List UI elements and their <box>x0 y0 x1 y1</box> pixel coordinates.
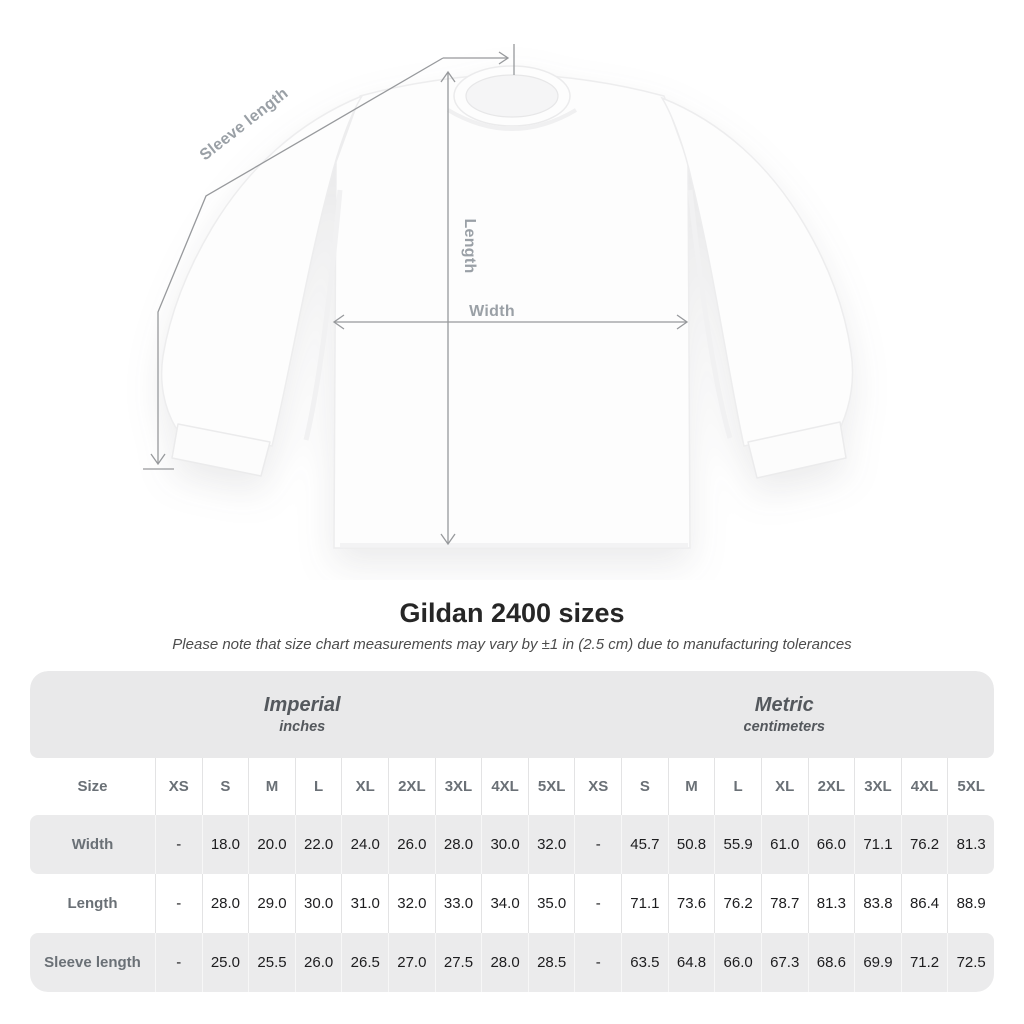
measurement-row <box>30 874 994 933</box>
size-column-header: 2XL <box>388 758 435 815</box>
metric-label: Metric <box>754 693 814 716</box>
measurement-value-cell: 61.0 <box>761 815 808 874</box>
row-label: Length <box>67 895 118 912</box>
measurement-value-cell: - <box>574 933 621 992</box>
measurement-value-cell: 71.2 <box>901 933 948 992</box>
imperial-group-header <box>30 671 574 758</box>
measurement-value-cell: 30.0 <box>295 874 342 933</box>
measurement-value-cell: 35.0 <box>528 874 575 933</box>
measurement-value-cell: 34.0 <box>481 874 528 933</box>
measurement-value-cell: 22.0 <box>295 815 342 874</box>
measurement-row <box>30 933 994 992</box>
measurement-value-cell: 78.7 <box>761 874 808 933</box>
measurement-value-cell: 63.5 <box>621 933 668 992</box>
measurement-value-cell: 26.5 <box>341 933 388 992</box>
measurement-value-cell: 25.0 <box>202 933 249 992</box>
measurement-value-cell: 50.8 <box>668 815 715 874</box>
measurement-value-cell: 28.0 <box>481 933 528 992</box>
measurement-value-cell: 32.0 <box>528 815 575 874</box>
measurement-value-cell: 29.0 <box>248 874 295 933</box>
measurement-value-cell: 27.0 <box>388 933 435 992</box>
size-table <box>30 671 994 992</box>
size-column-header: 5XL <box>528 758 575 815</box>
measurement-value-cell: 26.0 <box>388 815 435 874</box>
measurement-value-cell: 72.5 <box>947 933 994 992</box>
size-column-header: XL <box>341 758 388 815</box>
imperial-label: Imperial <box>263 693 341 716</box>
tolerance-note: Please note that size chart measurements may vary by ±1 in (2.5 cm) due to manufacturing tolerances <box>172 636 852 653</box>
size-table-grid <box>30 671 994 992</box>
measurement-value-cell: 28.0 <box>435 815 482 874</box>
size-column-header: 5XL <box>947 758 994 815</box>
measurement-value-cell: 86.4 <box>901 874 948 933</box>
measurement-value-cell: 76.2 <box>714 874 761 933</box>
measurement-value-cell: 66.0 <box>808 815 855 874</box>
measurement-value-cell: 81.3 <box>947 815 994 874</box>
measurement-value-cell: 28.5 <box>528 933 575 992</box>
measurement-value-cell: 45.7 <box>621 815 668 874</box>
measurement-value-cell: 71.1 <box>854 815 901 874</box>
measurement-value-cell: 81.3 <box>808 874 855 933</box>
size-column-header: L <box>295 758 342 815</box>
measurement-value-cell: 67.3 <box>761 933 808 992</box>
measurement-value-cell: 83.8 <box>854 874 901 933</box>
measurement-value-cell: 71.1 <box>621 874 668 933</box>
measurement-row <box>30 815 994 874</box>
page-title: Gildan 2400 sizes <box>399 598 625 628</box>
size-column-header: 2XL <box>808 758 855 815</box>
measurement-value-cell: 66.0 <box>714 933 761 992</box>
size-column-header: 4XL <box>481 758 528 815</box>
size-header-row <box>30 758 994 815</box>
shirt-collar-inner <box>466 75 558 117</box>
measurement-value-cell: - <box>155 933 202 992</box>
measurement-value-cell: 88.9 <box>947 874 994 933</box>
metric-group-header <box>574 671 994 758</box>
measurement-value-cell: 64.8 <box>668 933 715 992</box>
size-column-header: XS <box>574 758 621 815</box>
shirt-right-sleeve <box>662 98 853 446</box>
row-label: Width <box>30 815 155 874</box>
measurement-value-cell: - <box>155 874 202 933</box>
size-column-header: 4XL <box>901 758 948 815</box>
unit-group-row <box>30 671 994 758</box>
measurement-value-cell: - <box>574 874 621 933</box>
size-column-header: S <box>621 758 668 815</box>
measurement-value-cell: 26.0 <box>295 933 342 992</box>
measurement-value-cell: - <box>574 815 621 874</box>
measurement-value-cell: 31.0 <box>341 874 388 933</box>
size-column-header: L <box>714 758 761 815</box>
imperial-unit-label: inches <box>279 718 326 735</box>
measurement-value-cell: 68.6 <box>808 933 855 992</box>
length-label: Length <box>461 218 478 274</box>
size-corner-header: Size <box>30 758 155 815</box>
measurement-value-cell: 25.5 <box>248 933 295 992</box>
measurement-value-cell: 27.5 <box>435 933 482 992</box>
sleeve-length-label: Sleeve length <box>196 84 292 165</box>
measurement-value-cell: 24.0 <box>341 815 388 874</box>
size-column-header: S <box>202 758 249 815</box>
measurement-value-cell: 28.0 <box>202 874 249 933</box>
width-label: Width <box>469 303 515 320</box>
metric-unit-label: centimeters <box>743 718 825 735</box>
size-column-header: 3XL <box>854 758 901 815</box>
size-column-header: XL <box>761 758 808 815</box>
size-column-header: M <box>248 758 295 815</box>
size-column-header: XS <box>155 758 202 815</box>
measurement-value-cell: 55.9 <box>714 815 761 874</box>
measurement-value-cell: 69.9 <box>854 933 901 992</box>
measurement-value-cell: 76.2 <box>901 815 948 874</box>
measurement-value-cell: 32.0 <box>388 874 435 933</box>
measurement-value-cell: 18.0 <box>202 815 249 874</box>
size-column-header: 3XL <box>435 758 482 815</box>
measurement-value-cell: 73.6 <box>668 874 715 933</box>
measurement-value-cell: 33.0 <box>435 874 482 933</box>
size-table-body <box>30 815 994 992</box>
measurement-value-cell: 30.0 <box>481 815 528 874</box>
row-label: Sleeve length <box>30 933 155 992</box>
size-column-header: M <box>668 758 715 815</box>
measurement-value-cell: - <box>155 815 202 874</box>
measurement-value-cell: 20.0 <box>248 815 295 874</box>
